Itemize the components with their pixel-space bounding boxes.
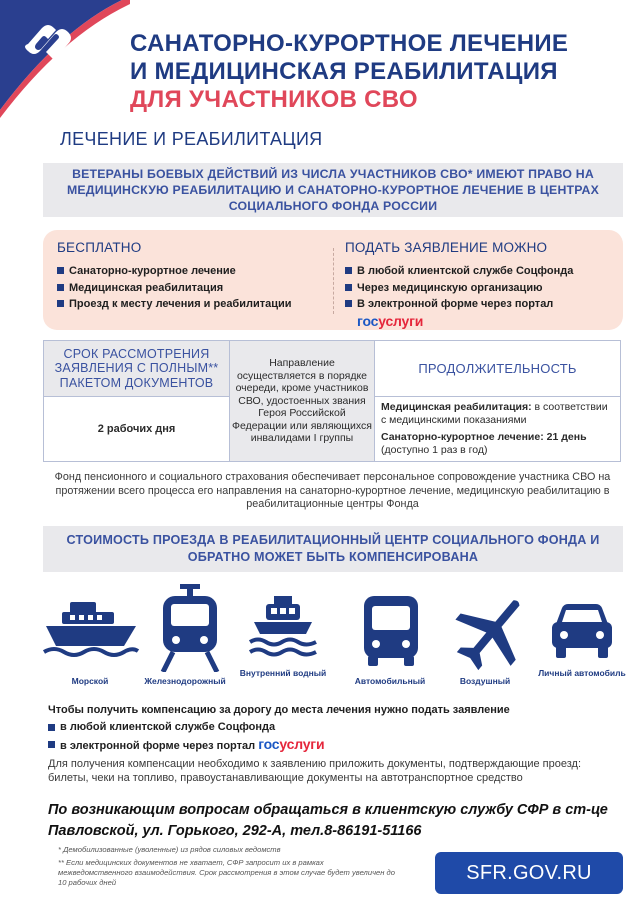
contact-info: По возникающим вопросам обращаться в клиентскую службу СФР в ст-це Павловской, ул. Горького, 292-А, тел.8-86191-51166 — [48, 802, 608, 839]
veterans-text: ВЕТЕРАНЫ БОЕВЫХ ДЕЙСТВИЙ ИЗ ЧИСЛА УЧАСТНИКОВ СВО* ИМЕЮТ ПРАВО НА МЕДИЦИНСКУЮ РЕАБИЛИТАЦИЮ И САНАТОРНО-КУРОРТНОЕ ЛЕЧЕНИЕ В ЦЕНТРАХ СОЦИАЛЬНОГО ФОНДА РОССИИ — [66, 167, 600, 213]
title-line-3: ДЛЯ УЧАСТНИКОВ СВО — [130, 86, 418, 113]
cost-box — [43, 526, 623, 572]
train-icon — [155, 584, 225, 672]
san-value: (доступно 1 раз в год) — [381, 444, 488, 456]
list-item: В любой клиентской службе Соцфонда — [345, 263, 620, 279]
duration-values — [375, 396, 620, 461]
benefits-panel — [43, 230, 623, 330]
bus-icon — [360, 594, 422, 668]
gosuslugi-part-2: услуги — [378, 312, 424, 329]
sfr-logo-icon — [18, 16, 80, 66]
gosuslugi-logo[interactable] — [258, 736, 324, 752]
footnote-2: ** Если медицинских документов не хватает, СФР запросит их в рамках межведомственного взаимодействия. Срок рассмотрения в этом случае будет увеличен до 10 рабочих дней — [58, 858, 395, 887]
list-item: Проезд к месту лечения и реабилитации — [57, 296, 347, 312]
list-item: В электронной форме через портал — [345, 296, 620, 312]
transport-label: Воздушный — [459, 676, 511, 686]
gosuslugi-part-2: услуги — [279, 736, 325, 752]
gosuslugi-part-1: гос — [357, 312, 379, 329]
free-column — [57, 240, 347, 313]
duration-heading: ПРОДОЛЖИТЕЛЬНОСТЬ — [418, 361, 577, 376]
airplane-icon — [452, 592, 532, 672]
compensation-section — [48, 703, 623, 785]
gosuslugi-logo[interactable] — [357, 313, 620, 329]
free-heading: БЕСПЛАТНО — [57, 240, 142, 255]
list-item: Через медицинскую организацию — [345, 280, 620, 296]
san-label: Санаторно-курортное лечение: 21 день — [381, 431, 587, 443]
corner-decoration — [0, 0, 130, 120]
review-heading: СРОК РАССМОТРЕНИЯ ЗАЯВЛЕНИЯ С ПОЛНЫМ** ПАКЕТОМ ДОКУМЕНТОВ — [44, 341, 230, 396]
list-item: Медицинская реабилитация — [57, 280, 347, 296]
page-title — [130, 30, 630, 114]
list-item-text: в электронной форме через портал — [60, 740, 256, 752]
compensation-list — [48, 719, 623, 755]
gosuslugi-part-1: гос — [258, 736, 280, 752]
title-line-2: И МЕДИЦИНСКАЯ РЕАБИЛИТАЦИЯ — [130, 58, 558, 85]
review-value: 2 рабочих дня — [44, 396, 230, 461]
dashed-divider — [333, 248, 334, 314]
transport-label: Морской — [71, 676, 109, 686]
apply-column — [345, 240, 620, 329]
title-line-1: САНАТОРНО-КУРОРТНОЕ ЛЕЧЕНИЕ — [130, 30, 569, 57]
transport-label: Внутренний водный — [239, 668, 327, 678]
ship-icon — [40, 594, 140, 664]
footnotes — [58, 845, 398, 891]
list-item: Санаторно-курортное лечение — [57, 263, 347, 279]
terms-table — [43, 340, 621, 462]
veterans-box — [43, 163, 623, 217]
transport-label: Железнодорожный — [144, 676, 226, 686]
queue-note: Направление осуществляется в порядке очереди, кроме участников СВО, удостоенных звания Героя Российской Федерации или являющихся инвалидами I группы — [230, 341, 375, 461]
footnote-1: * Демобилизованные (уволенные) из рядов силовых ведомств — [58, 845, 281, 854]
compensation-lead: Чтобы получить компенсацию за дорогу до места лечения нужно подать заявление — [48, 704, 510, 716]
fund-support-text: Фонд пенсионного и социального страхования обеспечивает персональное сопровождение участника СВО на протяжении всего процесса его направления на санаторно-курортное лечение, медицинскую реабилитацию в реабилитационные центры Фонда — [54, 471, 611, 510]
med-label: Медицинская реабилитация: — [381, 401, 532, 413]
documents-text: Для получения компенсации необходимо к заявлению приложить документы, подтверждающие проезд: билеты, чеки на топливо, правоустанавливающие документы на автотранспортное средство — [48, 758, 582, 784]
list-item: в любой клиентской службе Соцфонда — [48, 719, 623, 736]
car-icon — [550, 602, 614, 662]
river-boat-icon — [248, 594, 318, 660]
cost-text: СТОИМОСТЬ ПРОЕЗДА В РЕАБИЛИТАЦИОННЫЙ ЦЕНТР СОЦИАЛЬНОГО ФОНДА И ОБРАТНО МОЖЕТ БЫТЬ КОМПЕНСИРОВАНА — [66, 533, 600, 564]
list-item — [48, 736, 623, 755]
transport-row — [0, 582, 640, 692]
med-value: в соответствии с медицинскими показаниями — [381, 401, 608, 426]
transport-label: Автомобильный — [354, 676, 426, 686]
apply-heading: ПОДАТЬ ЗАЯВЛЕНИЕ МОЖНО — [345, 240, 548, 255]
free-list — [57, 263, 347, 312]
apply-list — [345, 263, 620, 312]
section-heading: ЛЕЧЕНИЕ И РЕАБИЛИТАЦИЯ — [60, 129, 323, 149]
site-link-button[interactable]: SFR.GOV.RU — [435, 852, 623, 894]
transport-label: Личный автомобиль — [538, 668, 626, 678]
